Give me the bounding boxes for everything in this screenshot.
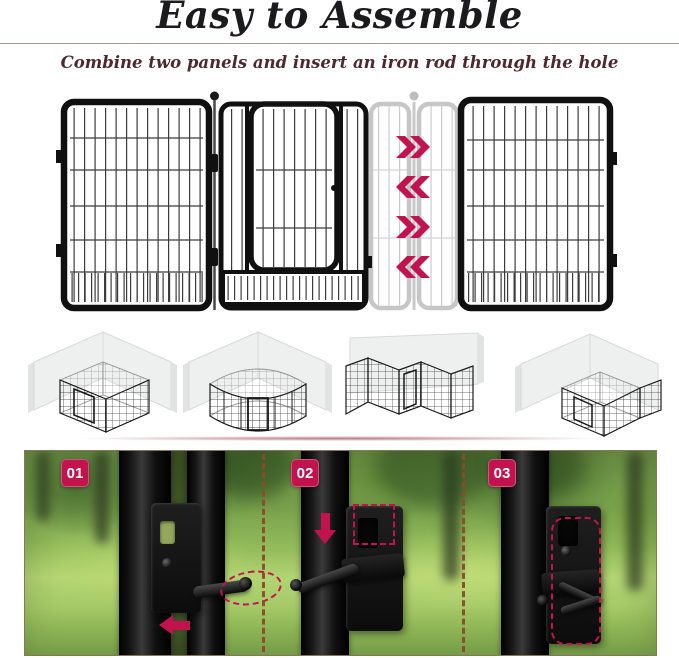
page-subtitle: Combine two panels and insert an iron rod through the hole [60,53,619,72]
handle-knob [290,579,302,591]
latch-slot [160,521,175,544]
door-latch-dot [331,185,337,191]
screw [162,558,172,568]
layout-examples [0,322,679,440]
step-divider [462,454,465,652]
flare-divider [80,436,600,441]
step-badge-03: 03 [488,459,516,487]
connector-tab [608,254,617,267]
assembly-steps-photo [24,450,657,656]
page-title: Easy to Assemble [156,0,523,37]
door-panel-assembly [221,104,372,308]
layout-zigzag-fence [346,333,484,418]
arrow-down-icon [314,513,336,544]
step-badge-01: 01 [61,459,89,487]
layout-octagon-pen [183,332,332,431]
dashed-roundrect-highlight [551,517,601,645]
fence-panel-left [56,102,209,308]
fence-panel-right [461,100,617,308]
ghost-rod-ball-icon [410,92,419,101]
step-section-3 [462,451,656,655]
connector-tab [364,256,372,268]
handle-knob [537,595,548,606]
connector-tab [56,150,65,163]
step-divider [262,454,265,652]
pen-door [248,398,268,430]
step-badge-02: 02 [291,459,319,487]
layout-small-pen-in-corner [515,334,661,436]
panel-assembly-diagram [0,88,679,322]
step-section-2 [262,451,462,655]
iron-rod-ball-icon [210,92,219,101]
header-rule [0,43,679,44]
connector-tab [56,244,65,257]
connector-tab [608,152,617,165]
latch-bracket [151,503,201,613]
arrow-left-icon [159,615,190,635]
step-section-1 [25,451,262,655]
dashed-rect-highlight [353,504,395,545]
layout-rect-pen-in-corner [28,332,177,432]
